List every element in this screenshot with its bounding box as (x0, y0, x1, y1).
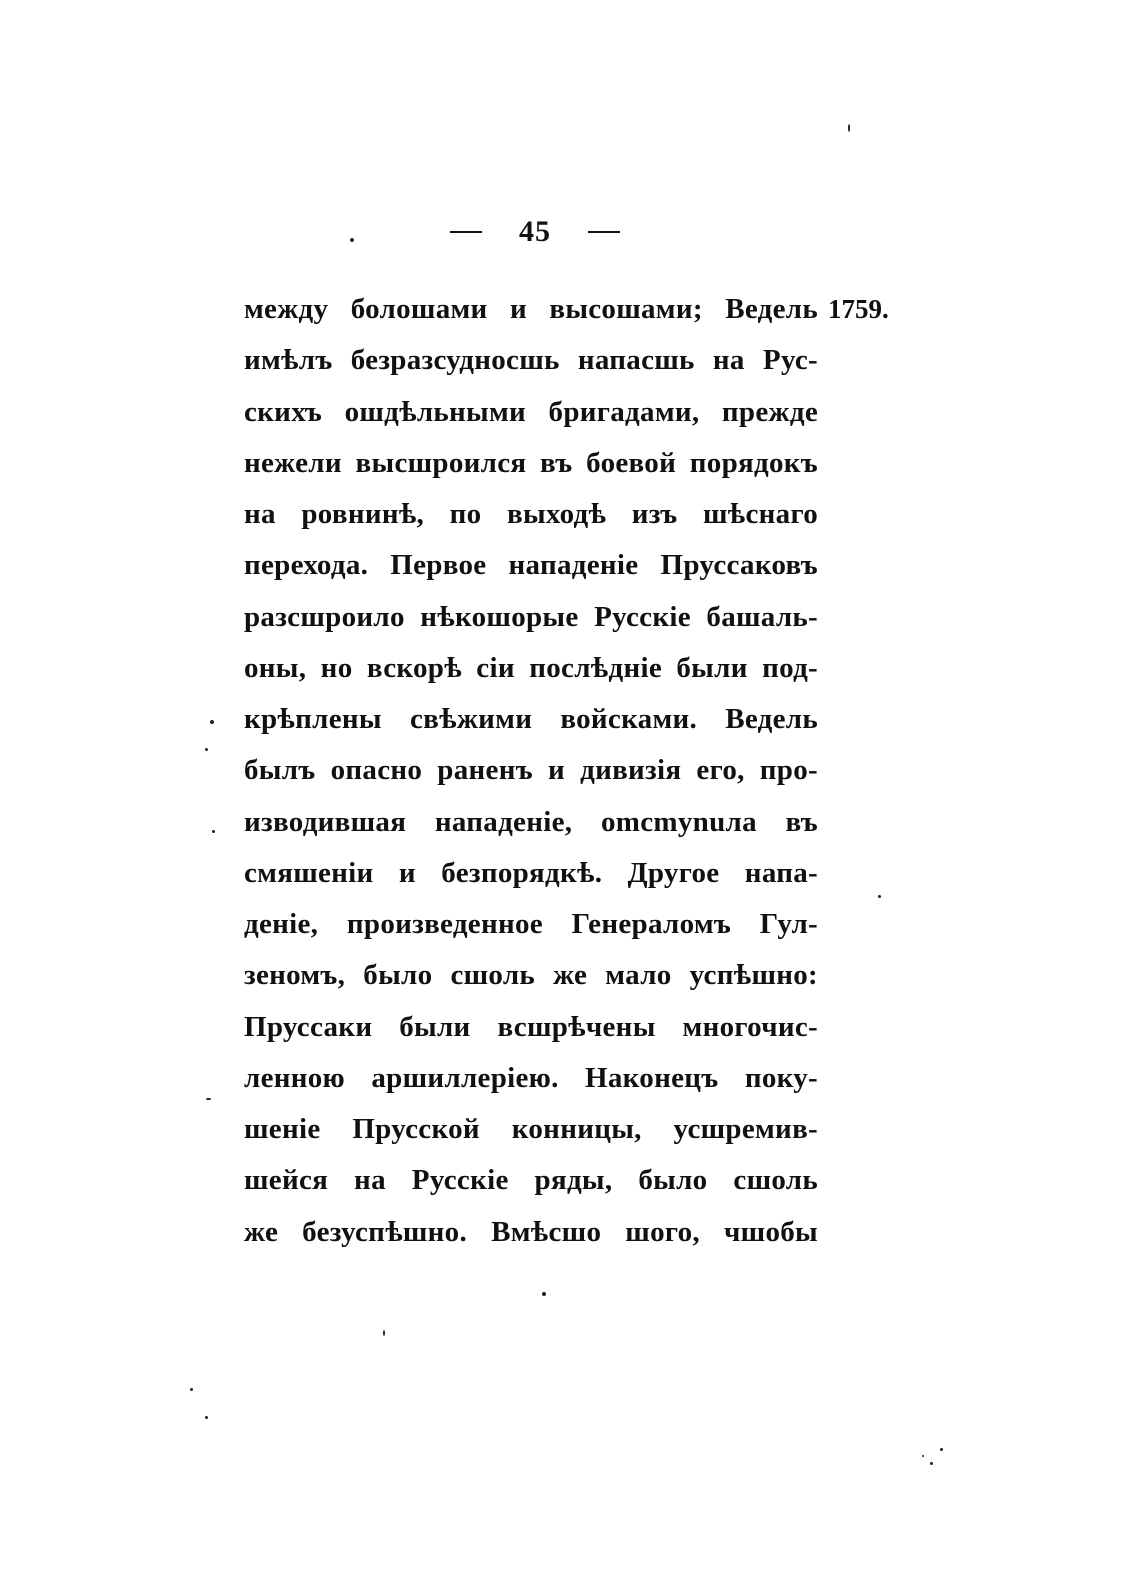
scan-speck (542, 1292, 546, 1296)
text-line: шенiе Прусской конницы, усшремив- (244, 1113, 818, 1145)
scan-speck (206, 1098, 211, 1100)
text-line: Пруссаки были всшрѣчены многочис- (244, 1010, 818, 1043)
text-line: имѣлъ безразсудносшь напасшь на Рус- (244, 344, 818, 377)
text-line: скихъ ошдѣльными бригадами, прежде (244, 395, 818, 428)
scan-speck (350, 238, 354, 242)
text-line: оны, но вскорѣ сiи послѣднiе были под- (244, 651, 818, 684)
scan-speck (878, 895, 881, 898)
body-text (244, 284, 818, 1258)
scan-speck (205, 1416, 208, 1419)
scan-speck (212, 830, 215, 833)
header-left-dash (450, 231, 482, 233)
scan-speck (205, 748, 208, 751)
text-line: нежели высшроился въ боевой порядокъ (244, 446, 818, 479)
text-line: шейся на Русскiе ряды, было сшоль (244, 1164, 818, 1197)
page-header (450, 212, 620, 252)
text-line: денiе, произведенное Генераломъ Гул- (244, 908, 818, 940)
text-line: между болошами и высошами; Ведель (244, 293, 818, 325)
text-line: разсшроило нѣкошорые Русскiе башаль- (244, 600, 818, 633)
scan-speck (940, 1448, 943, 1451)
scan-speck (210, 720, 214, 724)
margin-note-year: 1759. (828, 294, 889, 324)
text-line: перехода. Первое нападенiе Пруссаковъ (244, 549, 818, 582)
text-line: зеномъ, было сшоль же мало успѣшно: (244, 959, 818, 992)
text-line: крѣплены свѣжими войсками. Ведель (244, 703, 818, 735)
scan-speck (383, 1330, 385, 1336)
scan-speck (848, 124, 850, 132)
text-line: былъ опасно раненъ и дивизiя его, про- (244, 754, 818, 787)
scan-speck (922, 1455, 924, 1457)
text-line: ленною аршиллерiею. Наконецъ поку- (244, 1061, 818, 1094)
page-number: 45 (519, 215, 551, 248)
text-line: же безуспѣшно. Вмѣсшо шого, чшобы (244, 1215, 818, 1248)
text-line: на ровнинѣ, по выходѣ изъ шѣснаго (244, 498, 818, 530)
text-line: смяшенiи и безпорядкѣ. Другое напа- (244, 856, 818, 889)
scan-speck (930, 1462, 933, 1465)
scan-speck (190, 1388, 193, 1391)
text-line: изводившая нападенiе, omcmynuлa въ (244, 805, 818, 838)
header-right-dash (588, 231, 620, 233)
